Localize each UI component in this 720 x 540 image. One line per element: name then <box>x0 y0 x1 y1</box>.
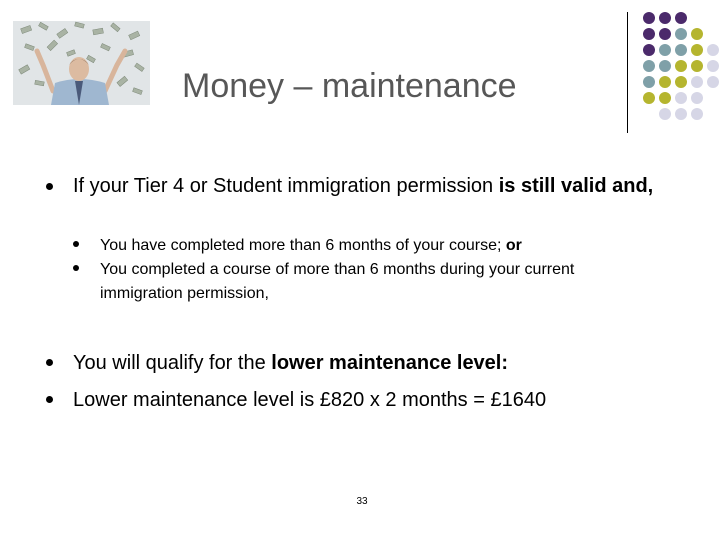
money-rain-photo <box>13 21 150 105</box>
bullet-2 <box>73 348 693 378</box>
decorative-dot-grid <box>640 12 720 138</box>
slide-title: Money – maintenance <box>182 67 517 105</box>
sub-bullet-1 <box>100 234 660 258</box>
sub-bullet-dot <box>73 265 79 271</box>
sub-bullet-1-bold: or <box>505 237 522 254</box>
bullet-3: Lower maintenance level is £820 x 2 months = £1640 <box>73 389 547 411</box>
bullet-dot <box>46 183 53 190</box>
sub-bullet-1-text: You have completed more than 6 months of your course; <box>100 237 506 254</box>
bullet-1-bold: is still valid and, <box>498 175 654 197</box>
sub-bullet-2: You completed a course of more than 6 months during your current immigration permission, <box>100 261 575 302</box>
bullet-text-2-3 <box>73 348 693 415</box>
bullet-1-text: If your Tier 4 or Student immigration permission <box>73 175 499 197</box>
sub-bullet-dot <box>73 241 79 247</box>
bullet-2-bold: lower maintenance level: <box>271 352 509 374</box>
bullet-text-1 <box>73 173 683 199</box>
bullet-dot <box>46 396 53 403</box>
divider-line <box>627 12 628 133</box>
bullet-dot <box>46 359 53 366</box>
bullet-2-text: You will qualify for the <box>73 352 272 374</box>
page-number: 33 <box>356 496 368 507</box>
sub-bullet-list <box>100 234 660 306</box>
